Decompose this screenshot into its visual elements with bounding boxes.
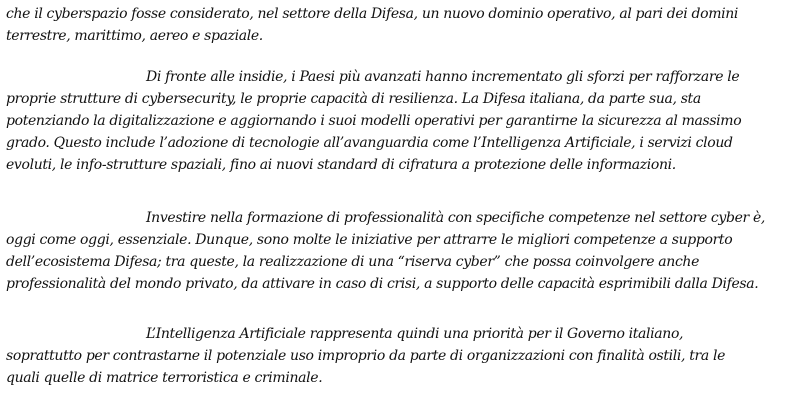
paragraph-line: terrestre, marittimo, aereo e spaziale. <box>6 28 263 44</box>
paragraph-line: L’Intelligenza Artificiale rappresenta quindi una priorità per il Governo italiano, <box>146 326 684 342</box>
paragraph-line: Investire nella formazione di professionalità con specifiche competenze nel settore cyber è, <box>146 210 765 226</box>
paragraph-line: potenziando la digitalizzazione e aggiornando i suoi modelli operativi per garantirne la sicurezza al massimo <box>6 113 742 129</box>
paragraph-line: proprie strutture di cybersecurity, le proprie capacità di resilienza. La Difesa italiana, da parte sua, sta <box>6 91 701 107</box>
paragraph-line: quali quelle di matrice terroristica e criminale. <box>6 370 323 386</box>
paragraph-line: dell’ecosistema Difesa; tra queste, la realizzazione di una “riserva cyber” che possa coinvolgere anche <box>6 254 700 270</box>
paragraph-1 <box>6 3 794 47</box>
paragraph-line: grado. Questo include l’adozione di tecnologie all’avanguardia come l’Intelligenza Artificiale, i servizi cloud <box>6 135 733 151</box>
paragraph-line: professionalità del mondo privato, da attivare in caso di crisi, a supporto delle capacità esprimibili dalla Difesa. <box>6 276 759 292</box>
paragraph-line: soprattutto per contrastarne il potenziale uso improprio da parte di organizzazioni con finalità ostili, tra le <box>6 348 726 364</box>
paragraph-3 <box>6 207 794 295</box>
paragraph-4 <box>6 323 794 389</box>
paragraph-line: Di fronte alle insidie, i Paesi più avanzati hanno incrementato gli sforzi per rafforzare le <box>146 69 740 85</box>
paragraph-line: che il cyberspazio fosse considerato, nel settore della Difesa, un nuovo dominio operativo, al pari dei domini <box>6 6 739 22</box>
paragraph-2 <box>6 66 794 176</box>
paragraph-line: evoluti, le info-strutture spaziali, fino ai nuovi standard di cifratura a protezione delle informazioni. <box>6 157 676 173</box>
paragraph-line: oggi come oggi, essenziale. Dunque, sono molte le iniziative per attrarre le migliori competenze a supporto <box>6 232 733 248</box>
